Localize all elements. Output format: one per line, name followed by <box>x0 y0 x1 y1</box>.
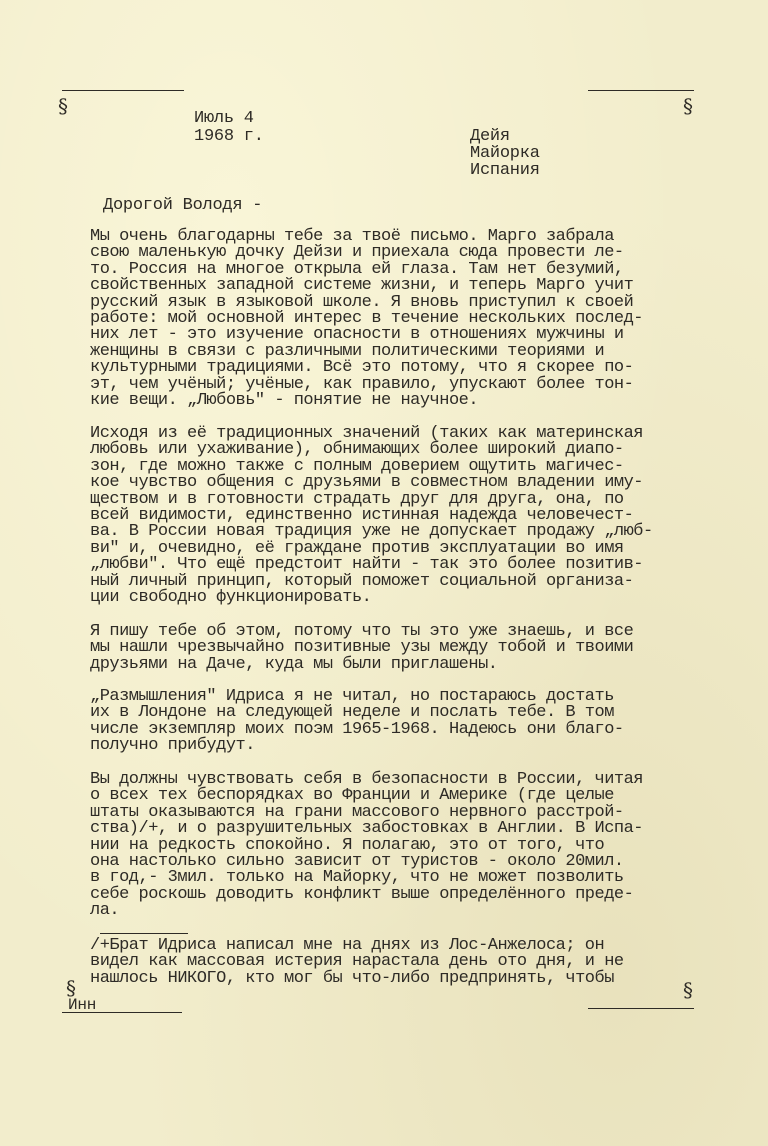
text-line: них лет - это изучение опасности в отношениях мужчины и <box>90 325 624 345</box>
bottom-left-section-mark: § <box>66 976 76 1000</box>
bottom-right-rule <box>588 1008 694 1009</box>
bottom-right-section-mark: § <box>683 978 693 1002</box>
text-line: ва. В России новая традиция уже не допускает продажу „люб- <box>90 522 653 542</box>
text-line: ции свободно функционировать. <box>90 588 372 608</box>
footnote <box>90 938 624 987</box>
paragraph-3 <box>90 624 633 673</box>
text-line: работе: мой основной интерес в течение нескольких послед- <box>90 309 643 329</box>
paragraph-1 <box>90 229 643 409</box>
text-line: штаты оказываются на грани массового нервного расстрой- <box>90 802 624 822</box>
date-line-1: Июль 4 <box>194 109 254 128</box>
text-line: в год,- 3мил. только на Майорку, что не может позволить <box>90 868 624 888</box>
text-line: о всех тех беспорядках во Франции и Америке (где целые <box>90 786 614 806</box>
text-line: друзьями на Даче, куда мы были приглашены. <box>90 654 498 674</box>
text-line: „Размышления" Идриса я не читал, но постараюсь достать <box>90 687 614 706</box>
text-line: нии на редкость спокойно. Я полагаю, это от того, что <box>90 835 605 855</box>
text-line: видел как массовая истерия нарастала день ото дня, и не <box>90 952 624 972</box>
text-line: нашлось НИКОГО, кто мог бы что-либо предпринять, чтобы <box>90 968 614 988</box>
margin-mark: Инн <box>68 996 97 1014</box>
text-line: ла. <box>90 901 120 921</box>
text-line: числе экземпляр моих поэм 1965-1968. Надеюсь они благо- <box>90 719 624 739</box>
text-line: кие вещи. „Любовь" - понятие не научное. <box>90 391 479 411</box>
place-line-1: Дейя <box>470 127 510 146</box>
place-line-2: Майорка <box>470 144 540 163</box>
text-line: свою маленькую дочку Дейзи и приехала сюда провести ле- <box>90 243 624 263</box>
top-left-section-mark: § <box>58 94 68 118</box>
text-line: Вы должны чувствовать себя в безопасности в России, читая <box>90 770 643 789</box>
text-line: женщины в связи с различными политическими теориями и <box>90 341 605 361</box>
text-line: ществом и в готовности страдать друг для друга, она, по <box>90 489 624 509</box>
top-right-rule <box>588 90 694 91</box>
text-line: ства)/+, и о разрушительных забостовках в Англии. В Испа- <box>90 819 643 839</box>
text-line: она настолько сильно зависит от туристов - около 20мил. <box>90 852 624 872</box>
paragraph-5 <box>90 772 643 920</box>
text-line: себе роскошь доводить конфликт выше определённого преде- <box>90 884 634 904</box>
text-line: ви" и, очевидно, её граждане против эксплуатации во имя <box>90 538 624 558</box>
place-line-3: Испания <box>470 161 540 180</box>
bottom-left-rule <box>62 1012 182 1013</box>
footnote-rule <box>100 933 188 934</box>
text-line: /+Брат Идриса написал мне на днях из Лос-Анжелоса; он <box>90 936 605 955</box>
text-line: „любви". Что ещё предстоит найти - так это более позитив- <box>90 555 643 575</box>
text-line: Мы очень благодарны тебе за твоё письмо. Марго забрала <box>90 227 614 246</box>
text-line: Я пишу тебе об этом, потому что ты это уже знаешь, и все <box>90 622 634 641</box>
top-right-section-mark: § <box>683 94 693 118</box>
text-line: получно прибудут. <box>90 736 255 756</box>
text-line: русский язык в языковой школе. Я вновь приступил к своей <box>90 292 634 312</box>
text-line: эт, чем учёный; учёные, как правило, упускают более тон- <box>90 374 634 394</box>
paragraph-2 <box>90 426 653 606</box>
text-line: то. Россия на многое открыла ей глаза. Там нет безумий, <box>90 259 624 279</box>
text-line: культурными традициями. Всё это потому, что я скорее по- <box>90 358 634 378</box>
text-line: их в Лондоне на следующей неделе и послать тебе. В том <box>90 703 614 723</box>
paragraph-4 <box>90 689 624 755</box>
text-line: кое чувство общения с друзьями в совместном владении иму- <box>90 473 643 493</box>
date-line-2: 1968 г. <box>194 127 264 146</box>
text-line: свойственных западной системе жизни, и теперь Марго учит <box>90 276 634 296</box>
salutation: Дорогой Володя - <box>103 196 263 215</box>
text-line: любовь или ухаживание), обнимающих более широкий диапо- <box>90 440 624 460</box>
text-line: всей видимости, единственно истинная надежда человечест- <box>90 506 634 526</box>
text-line: ный личный принцип, который поможет социальной организа- <box>90 571 634 591</box>
top-left-rule <box>62 90 184 91</box>
text-line: зон, где можно также с полным доверием ощутить магичес- <box>90 456 624 476</box>
text-line: Исходя из её традиционных значений (таких как материнская <box>90 424 643 443</box>
text-line: мы нашли чрезвычайно позитивные узы между тобой и твоими <box>90 638 634 658</box>
